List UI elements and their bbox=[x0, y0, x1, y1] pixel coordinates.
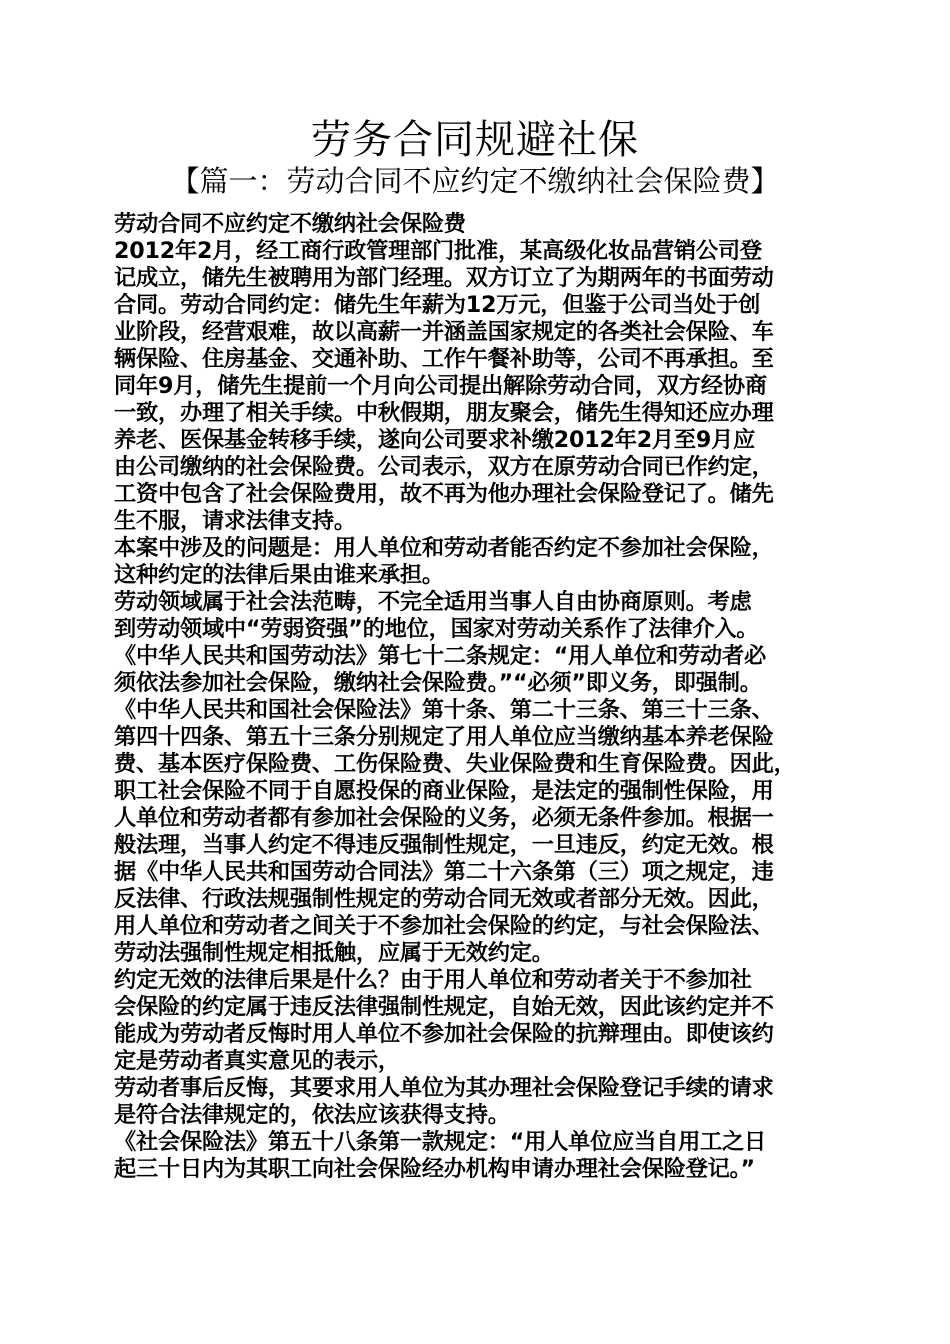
body-line: 定是劳动者真实意见的表示， bbox=[114, 1048, 400, 1074]
body-line: 费、基本医疗保险费、工伤保险费、失业保险费和生育保险费。因此， bbox=[114, 751, 796, 777]
body-line: 般法理，当事人约定不得违反强制性规定，一旦违反，约定无效。根 bbox=[114, 832, 774, 858]
body-line: 是符合法律规定的，依法应该获得支持。 bbox=[114, 1102, 510, 1128]
body-line: 记成立，储先生被聘用为部门经理。双方订立了为期两年的书面劳动 bbox=[114, 265, 774, 291]
body-line: 辆保险、住房基金、交通补助、工作午餐补助等，公司不再承担。至 bbox=[114, 346, 774, 372]
body-line: 用人单位和劳动者之间关于不参加社会保险的约定，与社会保险法、 bbox=[114, 913, 774, 939]
body-line: 工资中包含了社会保险费用，故不再为他办理社会保险登记了。储先 bbox=[114, 481, 774, 507]
document-body bbox=[114, 211, 844, 1183]
body-line: 约定无效的法律后果是什么？由于用人单位和劳动者关于不参加社 bbox=[114, 967, 752, 993]
body-line: 劳动领域属于社会法范畴，不完全适用当事人自由协商原则。考虑 bbox=[114, 589, 752, 615]
body-line: 到劳动领域中“劳弱资强”的地位，国家对劳动关系作了法律介入。 bbox=[114, 616, 759, 642]
body-line: 《社会保险法》第五十八条第一款规定：“用人单位应当自用工之日 bbox=[114, 1129, 767, 1155]
body-line: 据《中华人民共和国劳动合同法》第二十六条第（三）项之规定，违 bbox=[114, 859, 774, 885]
body-line: 《中华人民共和国社会保险法》第十条、第二十三条、第三十三条、 bbox=[114, 697, 774, 723]
body-line: 业阶段，经营艰难，故以高薪一并涵盖国家规定的各类社会保险、车 bbox=[114, 319, 774, 345]
body-line: 《中华人民共和国劳动法》第七十二条规定：“用人单位和劳动者必 bbox=[114, 643, 767, 669]
body-line: 第四十四条、第五十三条分别规定了用人单位应当缴纳基本养老保险 bbox=[114, 724, 774, 750]
body-line: 能成为劳动者反悔时用人单位不参加社会保险的抗辩理由。即使该约 bbox=[114, 1021, 774, 1047]
body-line: 劳动者事后反悔，其要求用人单位为其办理社会保险登记手续的请求 bbox=[114, 1075, 774, 1101]
body-line: 起三十日内为其职工向社会保险经办机构申请办理社会保险登记。” bbox=[114, 1156, 755, 1182]
body-line: 合同。劳动合同约定：储先生年薪为12万元，但鉴于公司当处于创 bbox=[114, 292, 761, 318]
body-line: 这种约定的法律后果由谁来承担。 bbox=[114, 562, 444, 588]
body-line: 劳动法强制性规定相抵触，应属于无效约定。 bbox=[114, 940, 554, 966]
document-subtitle: 【篇一：劳动合同不应约定不缴纳社会保险费】 bbox=[170, 164, 780, 198]
body-line: 2012年2月，经工商行政管理部门批准，某高级化妆品营销公司登 bbox=[114, 238, 762, 264]
body-line: 生不服，请求法律支持。 bbox=[114, 508, 356, 534]
body-line: 同年9月，储先生提前一个月向公司提出解除劳动合同，双方经协商 bbox=[114, 373, 767, 399]
body-line: 一致，办理了相关手续。中秋假期，朋友聚会，储先生得知还应办理 bbox=[114, 400, 774, 426]
body-line: 养老、医保基金转移手续，遂向公司要求补缴2012年2月至9月应 bbox=[114, 427, 756, 453]
body-line: 劳动合同不应约定不缴纳社会保险费 bbox=[114, 211, 466, 237]
body-line: 职工社会保险不同于自愿投保的商业保险，是法定的强制性保险，用 bbox=[114, 778, 774, 804]
body-line: 反法律、行政法规强制性规定的劳动合同无效或者部分无效。因此， bbox=[114, 886, 774, 912]
body-line: 由公司缴纳的社会保险费。公司表示，双方在原劳动合同已作约定， bbox=[114, 454, 774, 480]
body-line: 本案中涉及的问题是：用人单位和劳动者能否约定不参加社会保险， bbox=[114, 535, 774, 561]
document-title: 劳务合同规避社保 bbox=[311, 117, 639, 163]
body-line: 人单位和劳动者都有参加社会保险的义务，必须无条件参加。根据一 bbox=[114, 805, 774, 831]
body-line: 须依法参加社会保险，缴纳社会保险费。”“必须”即义务，即强制。 bbox=[114, 670, 762, 696]
body-line: 会保险的约定属于违反法律强制性规定，自始无效，因此该约定并不 bbox=[114, 994, 774, 1020]
